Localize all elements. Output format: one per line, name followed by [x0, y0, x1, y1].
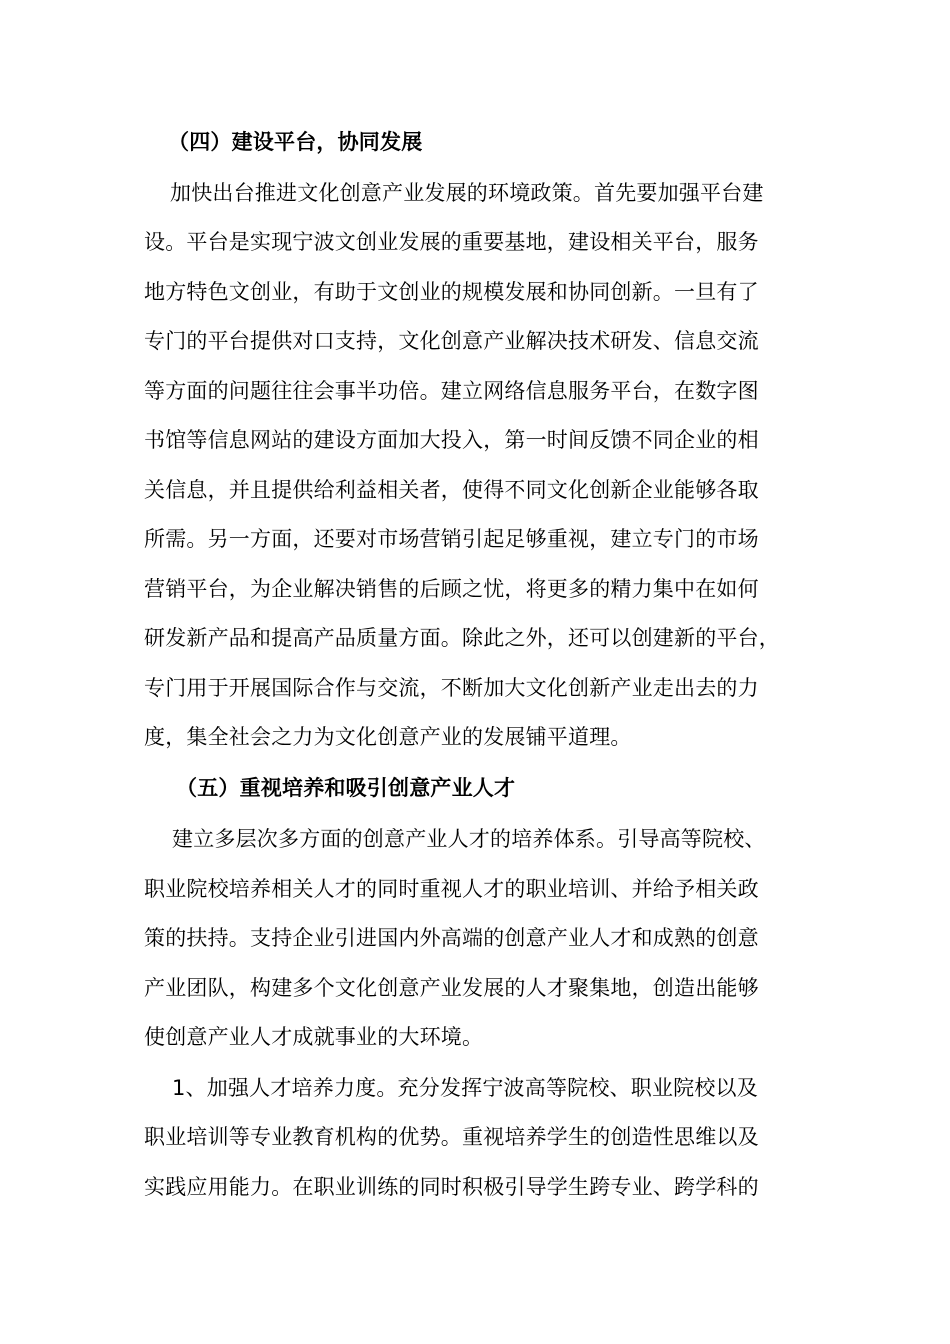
paragraph-line: 职业院校培养相关人才的同时重视人才的职业培训、并给予相关政	[144, 877, 759, 901]
section-heading-4: （四）建设平台，协同发展	[168, 130, 423, 154]
paragraph-line: 专门的平台提供对口支持，文化创意产业解决技术研发、信息交流	[144, 329, 759, 353]
paragraph-line: 地方特色文创业，有助于文创业的规模发展和协同创新。一旦有了	[144, 280, 759, 304]
paragraph-line: 产业团队，构建多个文化创意产业发展的人才聚集地，创造出能够	[144, 976, 759, 1000]
paragraph-line: 书馆等信息网站的建设方面加大投入，第一时间反馈不同企业的相	[144, 428, 759, 452]
paragraph-line: 所需。另一方面，还要对市场营销引起足够重视，建立专门的市场	[144, 527, 759, 551]
paragraph-line: 加快出台推进文化创意产业发展的环境政策。首先要加强平台建	[170, 181, 764, 205]
paragraph-line: 建立多层次多方面的创意产业人才的培养体系。引导高等院校、	[172, 827, 766, 851]
section-heading-5: （五）重视培养和吸引创意产业人才	[176, 776, 516, 800]
paragraph-line: 实践应用能力。在职业训练的同时积极引导学生跨专业、跨学科的	[144, 1175, 759, 1199]
paragraph-line: 等方面的问题往往会事半功倍。建立网络信息服务平台，在数字图	[144, 379, 759, 403]
paragraph-line: 营销平台，为企业解决销售的后顾之忧，将更多的精力集中在如何	[144, 577, 759, 601]
paragraph-line: 职业培训等专业教育机构的优势。重视培养学生的创造性思维以及	[144, 1125, 759, 1149]
paragraph-line: 度，集全社会之力为文化创意产业的发展铺平道理。	[144, 725, 632, 749]
paragraph-line: 研发新产品和提高产品质量方面。除此之外，还可以创建新的平台，	[144, 626, 780, 650]
paragraph-line: 关信息，并且提供给利益相关者，使得不同文化创新企业能够各取	[144, 478, 759, 502]
paragraph-line: 1、加强人才培养力度。充分发挥宁波高等院校、职业院校以及	[172, 1076, 758, 1100]
paragraph-line: 专门用于开展国际合作与交流，不断加大文化创新产业走出去的力	[144, 676, 759, 700]
paragraph-line: 设。平台是实现宁波文创业发展的重要基地，建设相关平台，服务	[144, 230, 759, 254]
paragraph-line: 策的扶持。支持企业引进国内外高端的创意产业人才和成熟的创意	[144, 926, 759, 950]
paragraph-line: 使创意产业人才成就事业的大环境。	[144, 1025, 484, 1049]
